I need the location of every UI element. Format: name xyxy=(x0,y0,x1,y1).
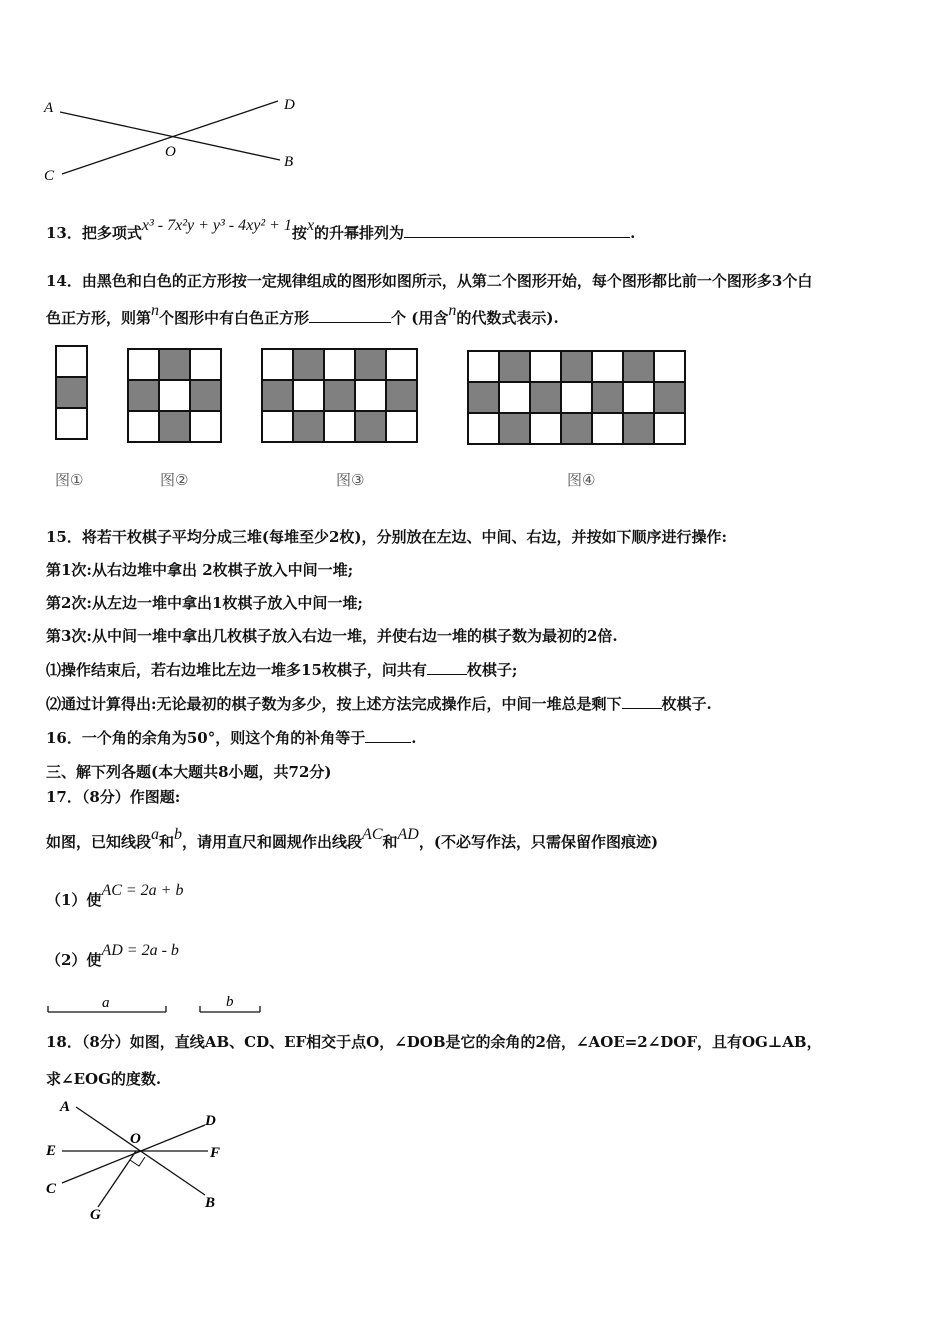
three-lines-figure xyxy=(40,1095,240,1225)
equation-ac: AC = 2a + b xyxy=(101,882,184,899)
question-17-part1: （1）使AC = 2a + b xyxy=(46,882,184,909)
question-15-part1: ⑴操作结束后，若右边堆比左边一堆多15枚棋子，问共有 枚棋子; xyxy=(46,661,518,679)
question-15-part2: ⑵通过计算得出:无论最初的棋子数为多少，按上述方法完成操作后，中间一堆总是剩下 枚棋子. xyxy=(46,695,712,713)
label-a: A xyxy=(44,100,54,116)
answer-blank xyxy=(365,741,411,743)
question-15: 15．将若干枚棋子平均分成三堆(每堆至少2枚)，分别放在左边、中间、右边，并按如下顺序进行操作: xyxy=(46,528,728,546)
answer-blank xyxy=(427,673,467,675)
pattern-figure-4 xyxy=(467,350,686,445)
question-15-step3: 第3次:从中间一堆中拿出几枚棋子放入右边一堆，并使右边一堆的棋子数为最初的2倍. xyxy=(46,627,618,645)
label-o: O xyxy=(165,144,176,160)
answer-blank xyxy=(404,236,630,238)
label-b: B xyxy=(284,154,294,170)
segment-b-label: b xyxy=(226,994,234,1010)
figure-label-4: 图④ xyxy=(567,471,596,489)
label-o: O xyxy=(130,1131,141,1147)
label-a: A xyxy=(60,1099,71,1115)
label-c: C xyxy=(46,1181,57,1197)
question-15-step2: 第2次:从左边一堆中拿出1枚棋子放入中间一堆; xyxy=(46,594,363,612)
equation-ad: AD = 2a - b xyxy=(101,942,179,959)
question-17-title: 17．（8分）作图题: xyxy=(46,788,181,806)
figure-label-3: 图③ xyxy=(336,471,365,489)
question-14-line2: 色正方形，则第n个图形中有白色正方形 个 (用含n的代数式表示). xyxy=(46,302,559,327)
question-17-instruction: 如图，已知线段a和b，请用直尺和圆规作出线段AC和AD，(不必写作法，只需保留作图痕迹) xyxy=(46,826,659,851)
label-e: E xyxy=(46,1143,57,1159)
given-segments xyxy=(44,990,274,1018)
label-b: B xyxy=(205,1195,216,1211)
pattern-figure-2 xyxy=(127,348,222,443)
question-14-line1: 14．由黑色和白色的正方形按一定规律组成的图形如图所示，从第二个图形开始，每个图形都比前一个图形多3个白 xyxy=(46,272,813,290)
label-d: D xyxy=(205,1113,216,1129)
question-18-line1: 18．（8分）如图，直线AB、CD、EF相交于点O，∠DOB是它的余角的2倍，∠AOE=2∠DOF，且有OG⊥AB， xyxy=(46,1033,822,1051)
figure-label-1: 图① xyxy=(55,471,84,489)
figure-label-2: 图② xyxy=(160,471,189,489)
pattern-figure-1 xyxy=(55,345,88,440)
label-f: F xyxy=(210,1145,221,1161)
question-13: 13．把多项式x³ - 7x²y + y³ - 4xy² + 1按x的升幂排列为 . xyxy=(46,217,636,242)
answer-blank xyxy=(309,321,391,323)
question-17-part2: （2）使AD = 2a - b xyxy=(46,942,179,969)
question-18-line2: 求∠EOG的度数. xyxy=(46,1070,162,1088)
question-16: 16．一个角的余角为50°，则这个角的补角等于 . xyxy=(46,729,417,747)
segment-a-label: a xyxy=(102,995,110,1011)
pattern-figure-3 xyxy=(261,348,418,443)
section-3-title: 三、解下列各题(本大题共8小题，共72分) xyxy=(46,763,332,781)
polynomial: x³ - 7x²y + y³ - 4xy² + 1 xyxy=(141,217,292,234)
answer-blank xyxy=(622,707,662,709)
question-15-step1: 第1次:从右边堆中拿出 2枚棋子放入中间一堆; xyxy=(46,561,354,579)
intersecting-lines-figure xyxy=(40,92,310,187)
label-c: C xyxy=(44,168,55,184)
label-g: G xyxy=(90,1207,101,1223)
label-d: D xyxy=(284,97,295,113)
